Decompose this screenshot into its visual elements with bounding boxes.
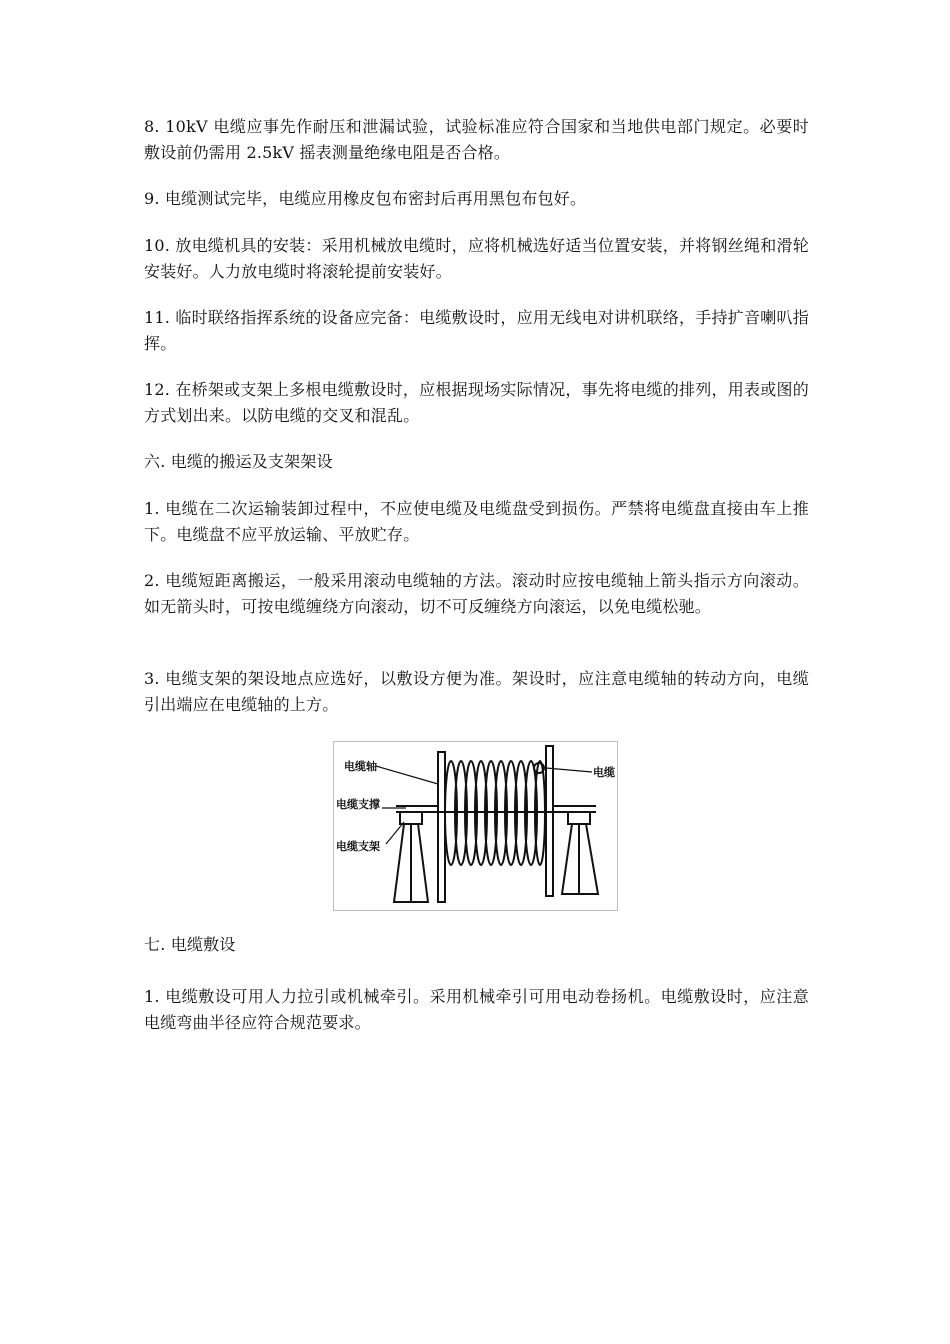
section6-paragraph-1: 1. 电缆在二次运输装卸过程中，不应使电缆及电缆盘受到损伤。严禁将电缆盘直接由车上推下。电缆盘不应平放运输、平放贮存。 (144, 499, 809, 544)
paragraph-item-9: 9. 电缆测试完毕，电缆应用橡皮包布密封后再用黑包布包好。 (144, 189, 587, 208)
section7-paragraph-1: 1. 电缆敷设可用人力拉引或机械牵引。采用机械牵引可用电动卷扬机。电缆敷设时，应注意电缆弯曲半径应符合规范要求。 (144, 987, 809, 1032)
left-stand (394, 812, 428, 902)
section-heading-6: 六. 电缆的搬运及支架架设 (144, 452, 333, 471)
label-cable-support: 电缆支撑 (336, 798, 380, 811)
cable-reel-diagram (333, 741, 618, 911)
right-stand (562, 812, 598, 894)
section6-paragraph-3: 3. 电缆支架的架设地点应选好，以敷设方便为准。架设时，应注意电缆轴的转动方向，电缆引出端应在电缆轴的上方。 (144, 669, 809, 714)
section-heading-7: 七. 电缆敷设 (144, 935, 236, 954)
paragraph-item-11: 11. 临时联络指挥系统的设备应完备：电缆敷设时，应用无线电对讲机联络，手持扩音喇叭指挥。 (144, 308, 809, 353)
label-cable-stand: 电缆支架 (336, 840, 380, 853)
paragraph-item-12: 12. 在桥架或支架上多根电缆敷设时，应根据现场实际情况，事先将电缆的排列，用表或图的方式划出来。以防电缆的交叉和混乱。 (144, 380, 809, 425)
leader-reel (376, 766, 438, 784)
label-cable-reel: 电缆轴 (344, 760, 377, 773)
paragraph-item-10: 10. 放电缆机具的安装：采用机械放电缆时，应将机械选好适当位置安装，并将钢丝绳和滑轮安装好。人力放电缆时将滚轮提前安装好。 (144, 236, 809, 281)
label-cable: 电缆 (593, 766, 615, 779)
section6-paragraph-2: 2. 电缆短距离搬运，一般采用滚动电缆轴的方法。滚动时应按电缆轴上箭头指示方向滚动。如无箭头时，可按电缆缠绕方向滚动，切不可反缠绕方向滚运，以免电缆松驰。 (144, 571, 809, 616)
cable-reel-drawing (334, 742, 619, 912)
reel-left-flange (438, 752, 445, 902)
paragraph-item-8: 8. 10kV 电缆应事先作耐压和泄漏试验，试验标准应符合国家和当地供电部门规定。必要时敷设前仍需用 2.5kV 摇表测量绝缘电阻是否合格。 (144, 117, 809, 162)
